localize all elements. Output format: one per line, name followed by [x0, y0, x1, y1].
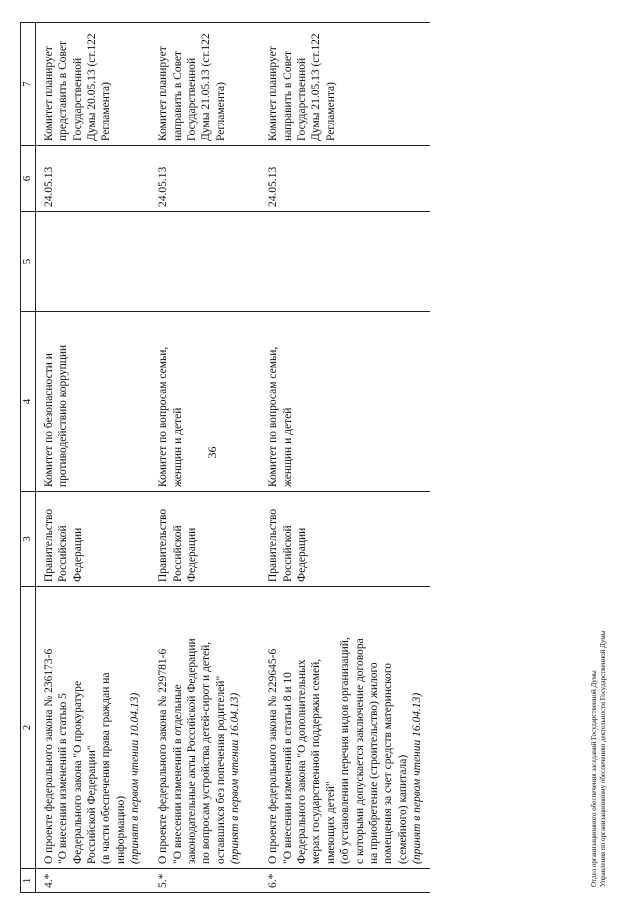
table-row: [260, 23, 430, 893]
plan-note: Комитет планирует представить в Совет Государственной Думы 20.05.13 (ст.122 Регламента): [35, 23, 150, 146]
initiator: Правительство Российской Федерации: [150, 492, 260, 587]
column-5-cell: [150, 212, 260, 312]
column-header-row: [21, 23, 36, 893]
bill-title-line: помещения за счет средств материнского: [382, 662, 395, 864]
bill-title-line: по вопросам устройства детей-сирот и детей,: [200, 641, 213, 864]
committee: Комитет по вопросам семьи, женщин и детей: [260, 312, 430, 492]
date: 24.05.13: [260, 146, 430, 212]
bill-title-line: законодательные акты Российской Федерации: [186, 638, 198, 864]
bill-title-line: "О внесении изменений в статью 5: [57, 693, 70, 864]
column-header: 6: [21, 146, 36, 212]
table-row: [35, 23, 150, 893]
row-number: 4.*: [35, 869, 150, 893]
initiator: Правительство Российской Федерации: [35, 492, 150, 587]
bill-title-line: имеющих детей": [324, 781, 337, 864]
date: 24.05.13: [150, 146, 260, 212]
initiator: Правительство Российской Федерации: [260, 492, 430, 587]
bill-title-line: мерах государственной поддержки семей,: [310, 658, 323, 864]
row-number: 6.*: [260, 869, 430, 893]
bill-title-line: (об установлении перечня видов организаций,: [339, 637, 352, 864]
footer-line: Отдел организационного обеспечения заседаний Государственной Думы: [590, 670, 598, 887]
column-header: 2: [21, 587, 36, 869]
page-number: 36: [205, 446, 219, 459]
reading-note: (принят в первом чтении 16.04.13): [229, 692, 242, 864]
column-5-cell: [35, 212, 150, 312]
column-header: 4: [21, 312, 36, 492]
date: 24.05.13: [35, 146, 150, 212]
bill-title: [35, 587, 150, 869]
bill-title-line: О проекте федерального закона № 229645-6: [267, 648, 280, 864]
bill-title-line: информацию): [114, 795, 127, 864]
committee: Комитет по безопасности и противодействию коррупции: [35, 312, 150, 492]
bills-table: [20, 22, 430, 893]
column-header: 5: [21, 212, 36, 312]
bill-title-line: оставшихся без попечения родителей": [214, 675, 227, 864]
bill-title-line: О проекте федерального закона № 229781-6: [157, 648, 170, 864]
column-header: 3: [21, 492, 36, 587]
bill-title: [260, 587, 430, 869]
reading-note: (принят в первом чтении 16.04.13): [411, 692, 423, 864]
column-header: 7: [21, 23, 36, 146]
table-row: [150, 23, 260, 893]
plan-note: Комитет планирует направить в Совет Государственной Думы 21.05.13 (ст.122 Регламента): [260, 23, 430, 146]
bill-title: [150, 587, 260, 869]
reading-note: (принят в первом чтении 10.04.13): [129, 692, 141, 864]
bill-title-line: Российской Федерации": [85, 745, 98, 864]
footer-line: Управления по организационному обеспечению деятельности Государственной Думы: [599, 630, 608, 887]
bill-title-line: "О внесении изменений в статьи 8 и 10: [281, 672, 294, 864]
bill-title-line: Федерального закона "О прокуратуре: [71, 680, 84, 864]
bill-title-line: Федерального закона "О дополнительных: [296, 659, 308, 864]
column-5-cell: [260, 212, 430, 312]
bill-title-line: (в части обеспечения права граждан на: [100, 672, 113, 864]
bill-title-line: с которыми допускается заключение договора: [353, 638, 366, 864]
bill-title-line: (семейного) капитала): [396, 754, 409, 864]
bill-title-line: "О внесении изменений в отдельные: [171, 684, 184, 864]
plan-note: Комитет планирует направить в Совет Государственной Думы 21.05.13 (ст.122 Регламента): [150, 23, 260, 146]
bill-title-line: на приобретение (строительство) жилого: [367, 662, 380, 864]
committee: Комитет по вопросам семьи, женщин и детей: [150, 312, 260, 492]
column-header: 1: [21, 869, 36, 893]
row-number: 5.*: [150, 869, 260, 893]
bill-title-line: О проекте федерального закона № 236173-6: [42, 648, 55, 864]
footer: [590, 631, 609, 887]
